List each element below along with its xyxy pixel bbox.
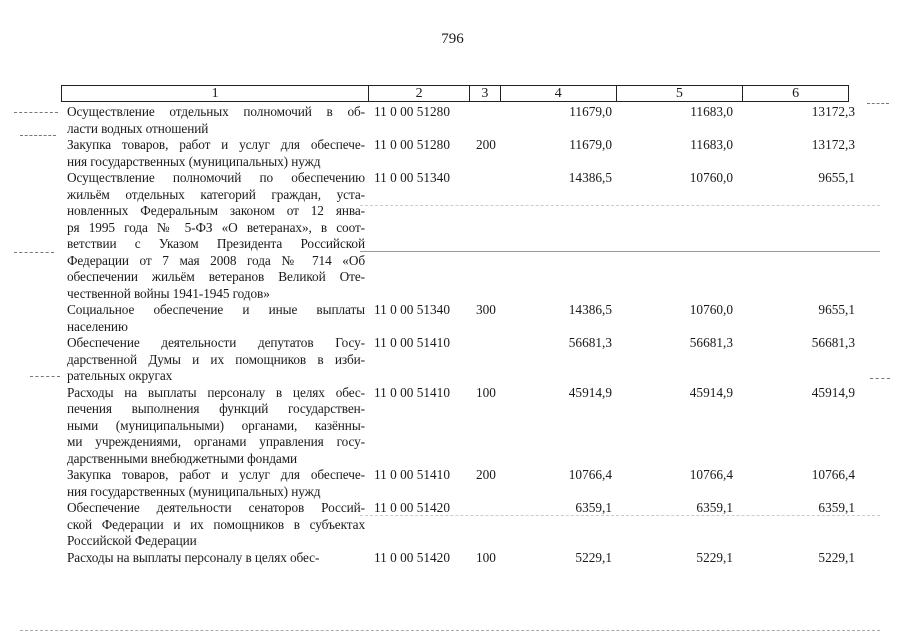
row-expense-type: 200	[476, 137, 496, 152]
table-row	[67, 335, 867, 385]
scan-artifact-line	[14, 112, 58, 114]
description-line: ской Федерации и их помощников в субъектах	[67, 516, 365, 532]
description-line: Осуществление полномочий по обеспечению	[67, 170, 365, 185]
table-row	[67, 170, 867, 302]
header-col-4: 4	[501, 86, 617, 101]
row-description	[67, 137, 365, 170]
row-code: 11 0 00 51410	[374, 335, 450, 350]
row-expense-type: 200	[476, 467, 496, 482]
row-value-col6: 56681,3	[811, 335, 855, 350]
scan-artifact-line	[870, 378, 890, 380]
description-line: обеспечении жильём ветеранов Великой Оте-	[67, 269, 365, 284]
description-line: дарственной Думы и их помощников в изби-	[67, 351, 365, 367]
description-line: Федерации от 7 мая 2008 года № 714 «Об	[67, 252, 365, 268]
row-description	[67, 467, 365, 500]
scan-artifact-line	[867, 103, 889, 105]
description-line: ми учреждениями, органами управления госу-	[67, 434, 365, 449]
header-col-6: 6	[792, 86, 800, 101]
row-description	[67, 302, 365, 335]
description-line: печения выполнения функций государствен-	[67, 401, 365, 416]
row-value-col4: 11679,0	[569, 137, 612, 152]
header-col-1: 1	[62, 86, 369, 101]
row-value-col5: 10760,0	[689, 170, 733, 185]
row-code: 11 0 00 51340	[374, 170, 450, 185]
row-value-col5: 6359,1	[696, 500, 733, 515]
description-line: Закупка товаров, работ и услуг для обеспече-	[67, 137, 365, 152]
table-row	[67, 500, 867, 550]
description-line: ласти водных отношений	[67, 120, 209, 136]
row-value-col5: 5229,1	[696, 549, 733, 565]
description-line: Осуществление отдельных полномочий в об-	[67, 104, 365, 119]
row-description	[67, 385, 365, 468]
row-value-col4: 45914,9	[568, 384, 612, 400]
table-row	[67, 302, 867, 335]
header-col-5: 5	[617, 86, 744, 101]
row-code: 11 0 00 51410	[374, 467, 450, 482]
description-line: рательных округах	[67, 368, 173, 383]
row-value-col6: 9655,1	[818, 302, 855, 317]
description-line: Социальное обеспечение и иные выплаты	[67, 302, 365, 317]
row-value-col4: 6359,1	[575, 500, 612, 515]
table-row	[67, 550, 867, 567]
description-line: Закупка товаров, работ и услуг для обеспече-	[67, 467, 365, 482]
description-line: жильём отдельных категорий граждан, уста-	[67, 186, 365, 202]
header-col-2: 2	[369, 86, 470, 101]
row-value-col5: 11683,0	[690, 104, 733, 119]
scan-artifact-line	[20, 135, 56, 137]
description-line: ря 1995 года № 5-ФЗ «О ветеранах», в соот-	[67, 219, 365, 235]
scan-artifact-line	[14, 252, 54, 254]
row-value-col4: 10766,4	[568, 467, 612, 482]
description-line: Расходы на выплаты персоналу в целях обес-	[67, 384, 365, 400]
row-value-col4: 14386,5	[568, 170, 612, 185]
description-line: ными (муниципальными) органами, казённы-	[67, 417, 365, 433]
row-description	[67, 170, 365, 302]
row-value-col5: 10760,0	[689, 302, 733, 317]
row-description	[67, 550, 365, 567]
row-description	[67, 104, 365, 137]
table-row	[67, 385, 867, 468]
row-code: 11 0 00 51340	[374, 302, 450, 317]
budget-table-body	[67, 104, 867, 566]
description-line: Расходы на выплаты персоналу в целях обес-	[67, 549, 320, 565]
description-line: дарственными внебюджетными фондами	[67, 450, 298, 466]
page-number: 796	[441, 31, 464, 47]
row-expense-type: 100	[476, 384, 496, 400]
row-description	[67, 335, 365, 385]
row-value-col4: 11679,0	[569, 104, 612, 119]
description-line: населению	[67, 318, 128, 334]
description-line: ния государственных (муниципальных) нужд	[67, 483, 321, 499]
row-value-col6: 13172,3	[811, 104, 855, 119]
row-value-col4: 56681,3	[568, 335, 612, 350]
table-row	[67, 467, 867, 500]
description-line: Обеспечение деятельности сенаторов Россий-	[67, 500, 365, 515]
description-line: Российской Федерации	[67, 533, 197, 548]
row-value-col6: 45914,9	[811, 384, 855, 400]
row-value-col6: 5229,1	[818, 549, 855, 565]
row-value-col5: 56681,3	[689, 335, 733, 350]
description-line: новленных Федеральным законом от 12 янва-	[67, 203, 365, 218]
row-code: 11 0 00 51420	[374, 549, 450, 565]
table-header	[61, 85, 849, 102]
row-value-col6: 9655,1	[818, 170, 855, 185]
row-value-col4: 14386,5	[568, 302, 612, 317]
row-value-col6: 6359,1	[818, 500, 855, 515]
header-col-3: 3	[470, 86, 501, 101]
description-line: ния государственных (муниципальных) нужд	[67, 153, 321, 169]
row-value-col5: 45914,9	[689, 384, 733, 400]
row-description	[67, 500, 365, 550]
row-code: 11 0 00 51420	[374, 500, 450, 515]
row-code: 11 0 00 51410	[374, 384, 450, 400]
row-value-col6: 13172,3	[811, 137, 855, 152]
description-line: чественной войны 1941-1945 годов»	[67, 285, 270, 301]
row-code: 11 0 00 51280	[374, 137, 450, 152]
row-expense-type: 100	[476, 549, 496, 565]
row-value-col5: 11683,0	[690, 137, 733, 152]
row-expense-type: 300	[476, 302, 496, 317]
table-row	[67, 137, 867, 170]
row-value-col5: 10766,4	[689, 467, 733, 482]
scan-artifact-line	[30, 376, 60, 378]
description-line: Обеспечение деятельности депутатов Госу-	[67, 335, 365, 350]
scan-artifact-line	[20, 630, 880, 632]
table-row	[67, 104, 867, 137]
row-value-col4: 5229,1	[575, 549, 612, 565]
row-value-col6: 10766,4	[811, 467, 855, 482]
description-line: ветствии с Указом Президента Российской	[67, 236, 365, 251]
row-code: 11 0 00 51280	[374, 104, 450, 119]
